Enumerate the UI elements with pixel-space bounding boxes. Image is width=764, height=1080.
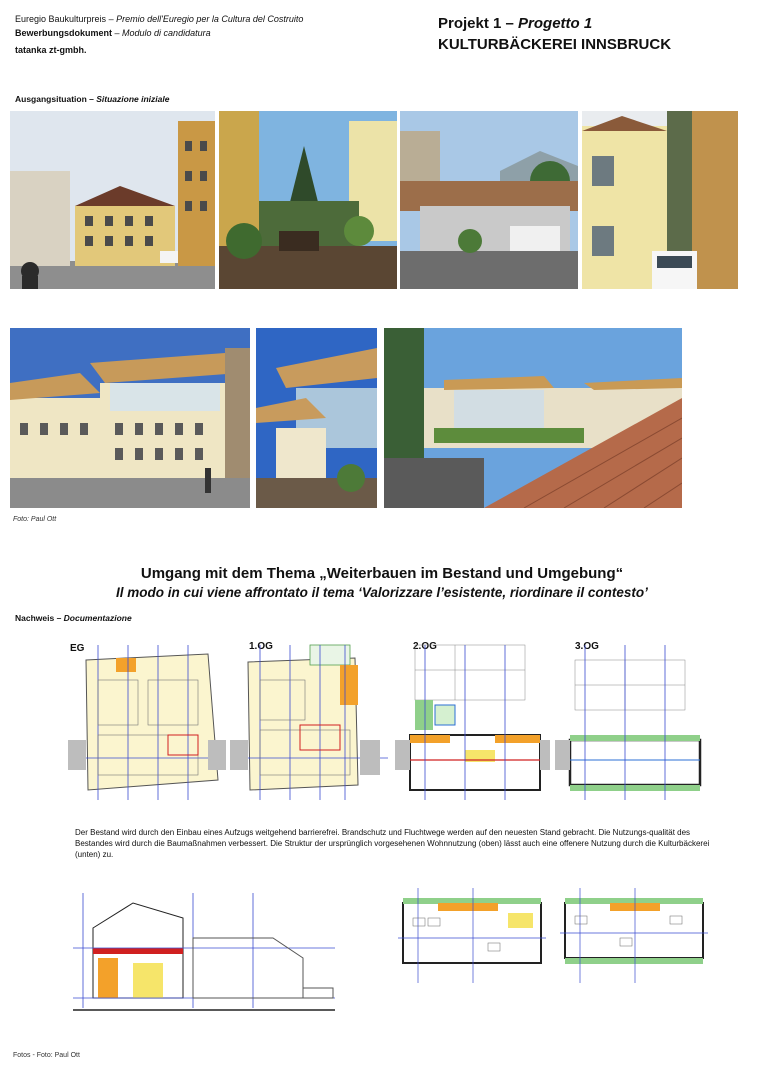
- documentation-de: Nachweis: [15, 613, 55, 623]
- plan-label-1og: 1.OG: [249, 641, 273, 652]
- plan-label-3og: 3.OG: [575, 641, 599, 652]
- document-type-de: Bewerbungsdokument: [15, 28, 113, 38]
- documentation-label: [15, 613, 132, 623]
- floor-plan-2og: [395, 640, 550, 802]
- photo-terrace-garden: [219, 111, 397, 289]
- photo-credit: Foto: Paul Ott: [13, 516, 57, 523]
- photo-facade-alley: [582, 111, 738, 289]
- photo-rooftop-view: [400, 111, 578, 289]
- photo-credit-bottom: Fotos - Foto: Paul Ott: [13, 1052, 80, 1059]
- plan-label-eg: EG: [70, 643, 85, 654]
- separator: –: [86, 94, 97, 104]
- floor-plan-1og: [230, 640, 388, 802]
- project-label: [438, 15, 592, 32]
- floor-plan-bakery-lower-left: [398, 888, 546, 983]
- photo-courtyard: [256, 328, 377, 508]
- floor-plan-3og: [555, 640, 710, 802]
- initial-situation-de: Ausgangsituation: [15, 94, 87, 104]
- description-text: Der Bestand wird durch den Einbau eines Aufzugs weitgehend barrierefrei. Brandschutz und Fluchtwege werden auf den neuesten Stand gebracht. Die Nutzungs-qualität des Bestandes wird durch die Baumaßnahmen verbessert. Die Struktur der ursprünglich vorgesehenen Wohnnutzung (oben) lässt auch eine offenere Nutzung durch die Kulturbäckerei (unten) zu.: [75, 828, 710, 859]
- header-line-2: [15, 27, 211, 40]
- photo-roof-terrace: [384, 328, 682, 508]
- header-title-it: Premio dell'Euregio per la Cultura del Costruito: [116, 14, 304, 24]
- project-name: KULTURBÄCKEREI INNSBRUCK: [438, 36, 672, 53]
- section-drawing: [73, 888, 335, 1018]
- project-label-it: Progetto 1: [518, 15, 593, 32]
- separator: –: [106, 14, 117, 24]
- photo-new-building-street: [10, 328, 250, 508]
- documentation-it: Documentazione: [63, 613, 132, 623]
- plan-label-2og: 2.OG: [413, 641, 437, 652]
- floor-plan-bakery-lower-right: [560, 888, 708, 983]
- theme-title-it: Il modo in cui viene affrontato il tema ‘Valorizzare l’esistente, riordinare il contesto’: [116, 585, 648, 600]
- document-type-it: Modulo di candidatura: [122, 28, 211, 38]
- applicant-name: tatanka zt-gmbh.: [15, 45, 87, 55]
- project-label-de: Projekt 1 –: [438, 15, 519, 32]
- initial-situation-it: Situazione iniziale: [96, 94, 170, 104]
- separator: –: [54, 613, 64, 623]
- photo-street-view: [10, 111, 215, 289]
- initial-situation-label: [15, 94, 169, 104]
- floor-plan-eg: [68, 640, 226, 802]
- header-line-1: [15, 13, 303, 26]
- separator: –: [112, 28, 123, 38]
- header-title-de: Euregio Baukulturpreis: [15, 14, 107, 24]
- theme-title-de: Umgang mit dem Thema „Weiterbauen im Bestand und Umgebung“: [140, 565, 624, 582]
